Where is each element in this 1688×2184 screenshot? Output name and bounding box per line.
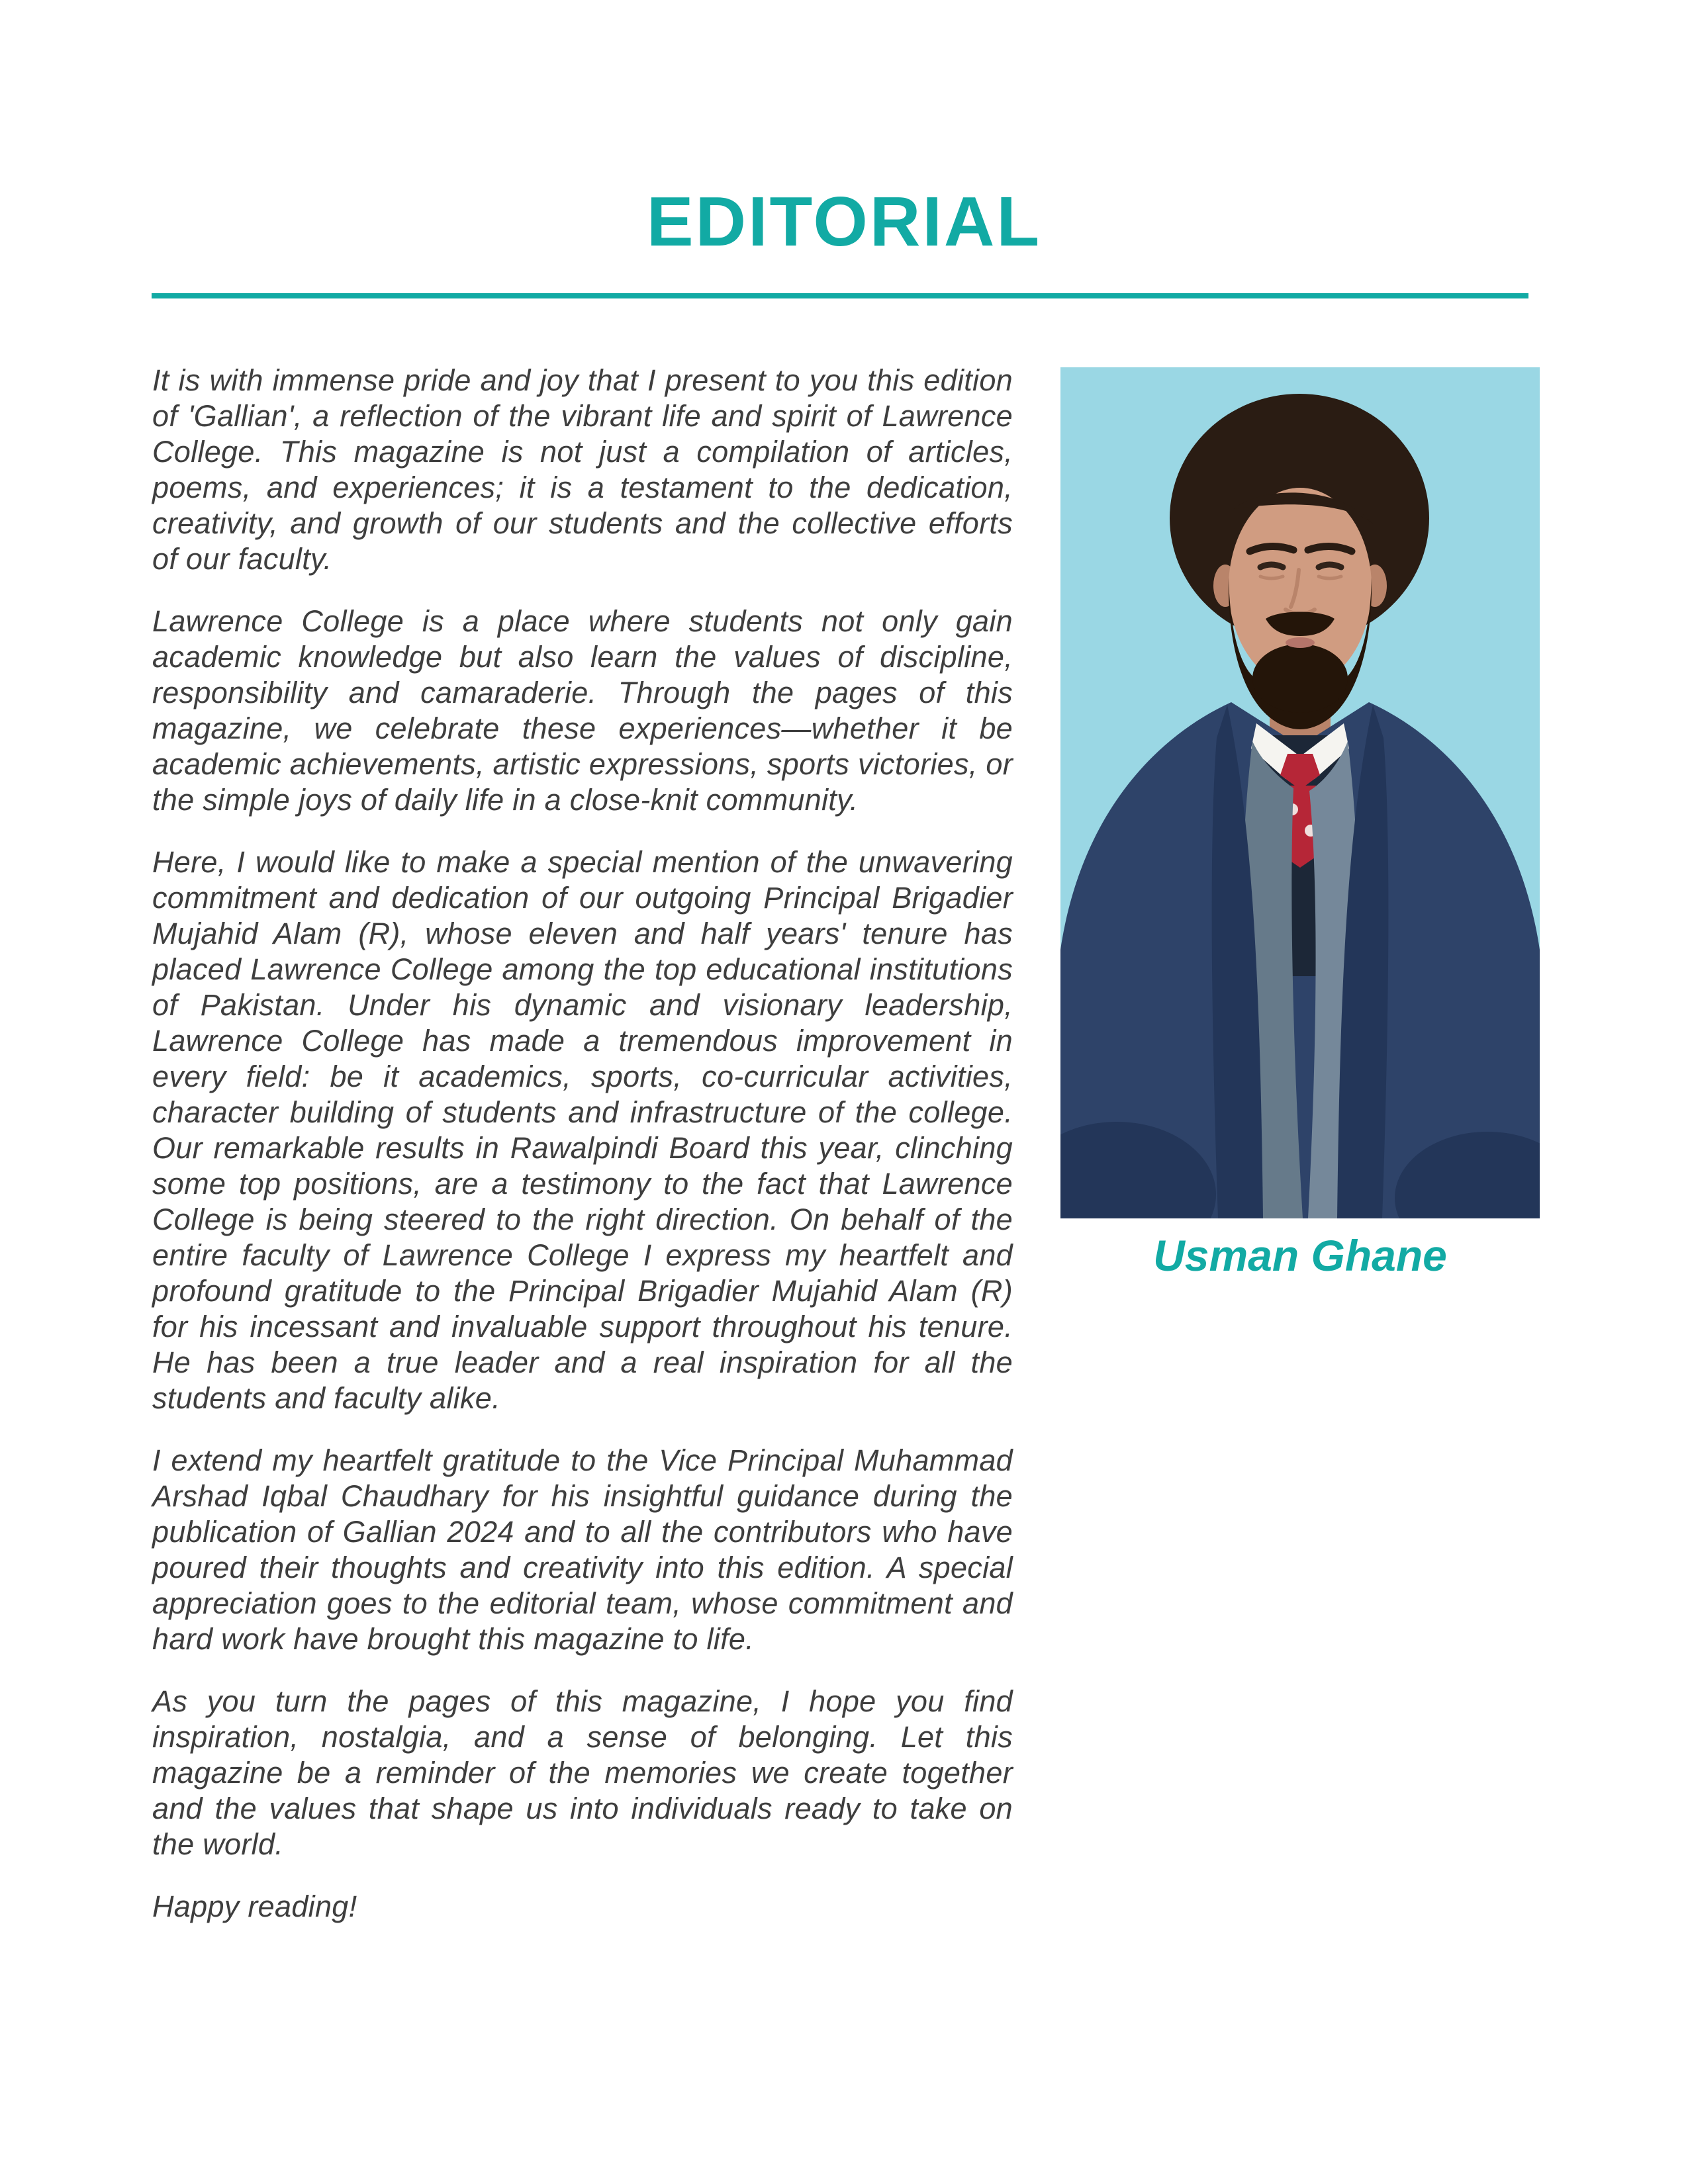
editorial-paragraph: Here, I would like to make a special mention of the unwavering commitment and dedication of our outgoing Principal Brigadier Mujahid Alam (R), whose eleven and half years' tenure has placed Lawrence College among the top educational institutions of Pakistan. Under his dynamic and visionary leadership, Lawrence College has made a tremendous improvement in every field: be it academics, sports, co-curricular activities, character building of students and infrastructure of the college. Our remarkable results in Rawalpindi Board this year, clinching some top positions, are a testimony to the fact that Lawrence College is being steered to the right direction. On behalf of the entire faculty of Lawrence College I express my heartfelt and profound gratitude to the Principal Brigadier Mujahid Alam (R) for his incessant and invaluable support throughout his tenure. He has been a true leader and a real inspiration for all the students and faculty alike. xyxy=(152,845,1013,1415)
editorial-paragraph: As you turn the pages of this magazine, I hope you find inspiration, nostalgia, and a sense of belonging. Let this magazine be a reminder of the memories we create together and the values that shape us into individuals ready to take on the world. xyxy=(152,1684,1013,1861)
editorial-closing-line: Happy reading! xyxy=(152,1889,357,1923)
editor-photo xyxy=(1060,367,1540,1280)
page-title: EDITORIAL xyxy=(646,183,1042,261)
editorial-paragraph: It is with immense pride and joy that I present to you this edition of 'Gallian', a reflection of the vibrant life and spirit of Lawrence College. This magazine is not just a compilation of articles, poems, and experiences; it is a testament to the dedication, creativity, and growth of our students and the collective efforts of our faculty. xyxy=(152,363,1013,576)
editor-portrait-illustration xyxy=(1060,367,1540,1218)
photo-caption-name: Usman Ghane xyxy=(1153,1231,1447,1280)
editorial-paragraph: Lawrence College is a place where students not only gain academic knowledge but also learn the values of discipline, responsibility and camaraderie. Through the pages of this magazine, we celebrate these experiences—whether it be academic achievements, artistic expressions, sports victories, or the simple joys of daily life in a close-knit community. xyxy=(152,604,1013,817)
editorial-text-column xyxy=(152,363,1013,1925)
title-rule-divider xyxy=(152,293,1528,298)
editorial-paragraph: I extend my heartfelt gratitude to the Vice Principal Muhammad Arshad Iqbal Chaudhary for his insightful guidance during the publication of Gallian 2024 and to all the contributors who have poured their thoughts and creativity into this edition. A special appreciation goes to the editorial team, whose commitment and hard work have brought this magazine to life. xyxy=(152,1443,1013,1656)
